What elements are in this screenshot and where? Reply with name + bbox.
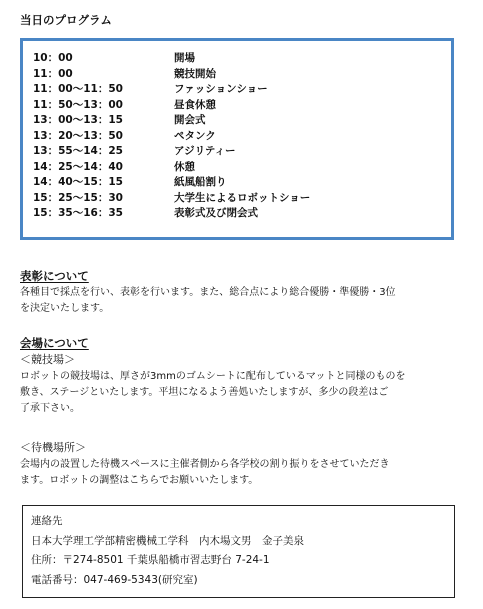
schedule-event: 大学生によるロボットショー xyxy=(174,191,311,204)
contact-phone: 電話番号：047-469-5343(研究室) xyxy=(31,573,198,586)
schedule-time: 13：00〜13：15 xyxy=(33,114,123,127)
schedule-event: アジリティー xyxy=(174,145,236,158)
waiting-line-1: 会場内の設置した待機スペースに主催者側から各学校の割り振りをさせていただき xyxy=(20,459,390,470)
schedule-event: 開場 xyxy=(174,52,195,65)
schedule-time: 13：20〜13：50 xyxy=(33,129,123,142)
schedule-row xyxy=(33,174,443,190)
schedule-time: 13：55〜14：25 xyxy=(33,145,123,158)
venue-heading: 会場について xyxy=(20,336,89,350)
schedule-event: ファッションショー xyxy=(174,83,268,96)
awards-line-1: 各種目で採点を行い、表彰を行います。また、総合点により総合優勝・準優勝・3位 xyxy=(20,287,396,298)
schedule-row xyxy=(33,50,443,66)
awards-paragraph xyxy=(20,285,465,317)
schedule-time: 14：25〜14：40 xyxy=(33,160,123,173)
schedule-table xyxy=(33,50,443,221)
competition-subtitle: ＜競技場＞ xyxy=(20,353,75,366)
schedule-event: 休憩 xyxy=(174,160,195,173)
competition-line-2: 敷き、ステージといたします。平坦になるよう善処いたしますが、多少の段差はご xyxy=(20,387,389,398)
schedule-time: 10：00 xyxy=(33,52,73,65)
awards-heading: 表彰について xyxy=(20,269,89,283)
program-heading: 当日のプログラム xyxy=(20,13,112,27)
schedule-row xyxy=(33,112,443,128)
waiting-line-2: ます。ロボットの調整はこちらでお願いいたします。 xyxy=(20,475,259,486)
awards-line-2: を決定いたします。 xyxy=(20,303,110,314)
schedule-event: 紙風船割り xyxy=(174,176,227,189)
schedule-event: 開会式 xyxy=(174,114,206,127)
schedule-time: 11：00〜11：50 xyxy=(33,83,123,96)
schedule-event: 昼食休憩 xyxy=(174,98,216,111)
waiting-paragraph xyxy=(20,457,465,489)
contact-box xyxy=(22,505,455,598)
schedule-row xyxy=(33,190,443,206)
schedule-event: 表彰式及び閉会式 xyxy=(174,207,258,220)
schedule-row xyxy=(33,143,443,159)
contact-address: 住所：〒274-8501 千葉県船橋市習志野台 7-24-1 xyxy=(31,554,270,566)
competition-paragraph xyxy=(20,369,465,417)
program-schedule-box xyxy=(20,38,454,240)
schedule-row xyxy=(33,97,443,113)
schedule-row xyxy=(33,205,443,221)
competition-line-3: 了承下さい。 xyxy=(20,403,80,414)
waiting-subtitle: ＜待機場所＞ xyxy=(20,441,86,454)
schedule-time: 14：40〜15：15 xyxy=(33,176,123,189)
schedule-time: 11：50〜13：00 xyxy=(33,98,123,111)
competition-line-1: ロボットの競技場は、厚さが3mmのゴムシートに配布しているマットと同様のものを xyxy=(20,371,406,382)
schedule-event: 競技開始 xyxy=(174,67,216,80)
schedule-row xyxy=(33,81,443,97)
schedule-event: ペタンク xyxy=(174,129,216,142)
schedule-row xyxy=(33,66,443,82)
schedule-time: 11：00 xyxy=(33,67,73,80)
contact-organization: 日本大学理工学部精密機械工学科 内木場文男 金子美泉 xyxy=(31,534,304,547)
schedule-row xyxy=(33,159,443,175)
contact-label: 連絡先 xyxy=(31,515,63,527)
schedule-row xyxy=(33,128,443,144)
schedule-time: 15：35〜16：35 xyxy=(33,207,123,220)
schedule-time: 15：25〜15：30 xyxy=(33,191,123,204)
